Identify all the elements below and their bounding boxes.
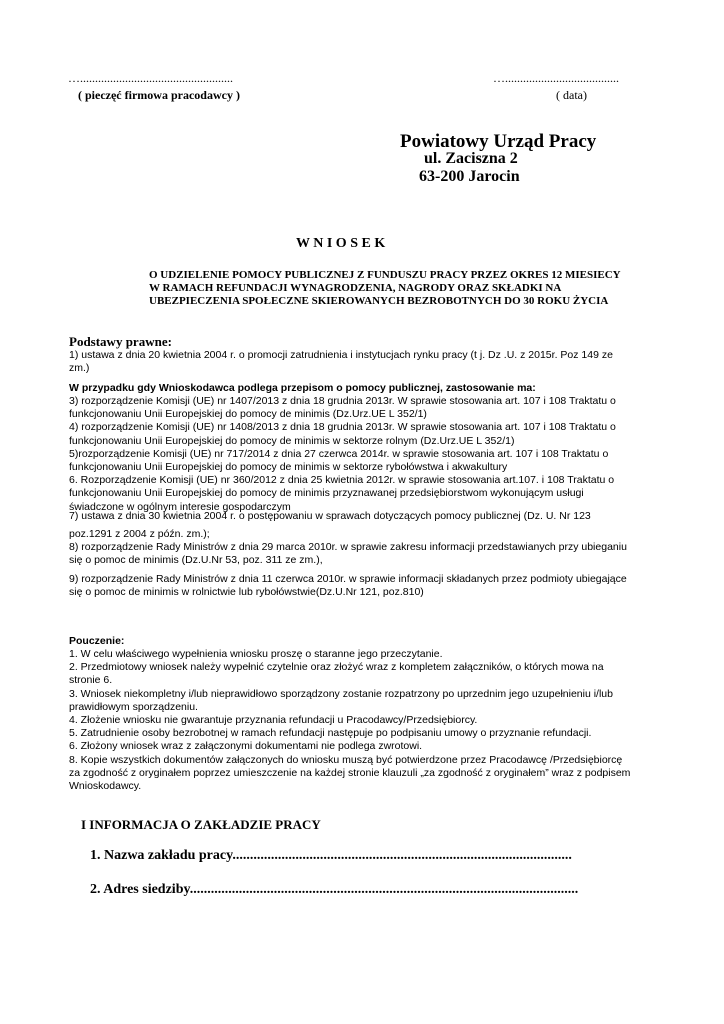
text-line: 6. Złożony wniosek wraz z załączonymi dokumentami nie podlega zwrotowi. [69, 740, 423, 753]
text-line: prawidłowym sporządzeniu. [69, 700, 198, 713]
date-label: ( data) [556, 88, 587, 102]
text-line: się o pomoc de minimis w rolnictwie lub rybołówstwie(Dz.U.Nr 121, poz.810) [69, 586, 424, 599]
text-line: funkcjonowaniu Unii Europejskiej do pomocy de minimis w sektorze rolnym (Dz.Urz.UE L 352/1) [69, 434, 515, 447]
public-aid-heading [69, 382, 669, 395]
legal-items-3-6 [69, 395, 669, 514]
text-line: 9) rozporządzenie Rady Ministrów z dnia 11 czerwca 2010r. w sprawie informacji składanych przez podmioty ubiegające [69, 573, 627, 585]
text-line: stronie 6. [69, 674, 113, 687]
text-line: 2. Przedmiotowy wniosek należy wypełnić czytelnie oraz złożyć wraz z kompletem załączników, o których mowa na [69, 661, 604, 674]
text-line: 8) rozporządzenie Rady Ministrów z dnia 29 marca 2010r. w sprawie zakresu informacji przedstawianych przy ubieganiu [69, 541, 627, 554]
legal-items-7b-8 [69, 528, 669, 568]
legal-item-1 [69, 349, 669, 375]
title-subline: UBEZPIECZENIA SPOŁECZNE SKIEROWANYCH BEZROBOTNYCH DO 30 ROKU ŻYCIA [149, 295, 609, 307]
text-line: za zgodność z oryginałem poprzez umieszczenie na każdej stronie klauzuli „za zgodność z oryginałem” wraz z podpisem [69, 766, 631, 779]
section-heading: I INFORMACJA O ZAKŁADZIE PRACY [81, 817, 321, 832]
text-line: 6. Rozporządzenie Komisji (UE) nr 360/2012 z dnia 25 kwietnia 2012r. w sprawie stosowania art.107. i 108 Traktatu o [69, 474, 615, 487]
notice-lines [69, 648, 669, 793]
text-line: 7) ustawa z dnia 30 kwietnia 2004 r. o postępowaniu w sprawach dotyczących pomocy publicznej (Dz. U. Nr 123 [69, 510, 591, 522]
notice-heading [69, 635, 669, 648]
legal-basis-heading: Podstawy prawne: [69, 334, 172, 349]
stamp-label: ( pieczęć firmowa pracodawcy ) [78, 88, 240, 102]
recipient-street: ul. Zaciszna 2 [424, 150, 518, 167]
legal-item-9 [69, 573, 669, 599]
text-line: 5. Zatrudnienie osoby bezrobotnej w ramach refundacji następuje po podpisaniu umowy o przyznanie refundacji. [69, 727, 592, 740]
recipient-office: Powiatowy Urząd Pracy [400, 131, 597, 152]
title-subline: O UDZIELENIE POMOCY PUBLICZNEJ Z FUNDUSZU PRACY PRZEZ OKRES 12 MIESIECY [149, 269, 621, 281]
text-line: Pouczenie: [69, 635, 125, 647]
text-line: W przypadku gdy Wnioskodawca podlega przepisom o pomocy publicznej, zastosowanie ma: [69, 382, 536, 394]
text-line: 3) rozporządzenie Komisji (UE) nr 1407/2013 z dnia 18 grudnia 2013r. W sprawie stosowania art. 107 i 108 Traktatu o [69, 395, 616, 407]
text-line: świadczone w ogólnym interesie gospodarczym [69, 500, 291, 513]
text-line: się o pomoc de minimis (Dz.U.Nr 53, poz. 311 ze zm.), [69, 554, 323, 567]
text-line: 3. Wniosek niekompletny i/lub nieprawidłowo sporządzony zostanie rozpatrzony po uprzednim jego uzupełnieniu i/lub [69, 687, 613, 700]
stamp-dots: …................................................... [68, 71, 233, 85]
text-line: 1) ustawa z dnia 20 kwietnia 2004 r. o promocji zatrudnienia i instytucjach rynku pracy (t j. Dz .U. z 2015r. Poz 149 ze [69, 349, 613, 361]
date-dots: …...................................... [493, 71, 619, 85]
legal-item-7a [69, 510, 669, 523]
text-line: funkcjonowaniu Unii Europejskiej do pomocy de minimis (Dz.Urz.UE L 352/1) [69, 408, 427, 421]
document-title: W N I O S E K [296, 236, 386, 251]
company-name-field[interactable]: 1. Nazwa zakładu pracy................................................................................................. [90, 848, 572, 863]
text-line: Wnioskodawcy. [69, 780, 142, 793]
text-line: poz.1291 z 2004 z późn. zm.); [69, 528, 210, 540]
text-line: 1. W celu właściwego wypełnienia wniosku proszę o staranne jego przeczytanie. [69, 648, 443, 660]
company-address-field[interactable]: 2. Adres siedziby............................................................................................................... [90, 882, 579, 897]
text-line: funkcjonowaniu Unii Europejskiej do pomocy de minimis przyznawanej przedsiębiorstwom wykonującym usługi [69, 487, 584, 500]
text-line: funkcjonowaniu Unii Europejskiej do pomocy de minimis w sektorze rybołówstwa i akwakultury [69, 461, 508, 474]
text-line: 5)rozporządzenie Komisji (UE) nr 717/2014 z dnia 27 czerwca 2014r. w sprawie stosowania art. 107 i 108 Traktatu o [69, 447, 609, 460]
recipient-city: 63-200 Jarocin [419, 168, 520, 185]
title-subline: W RAMACH REFUNDACJI WYNAGRODZENIA, NAGRODY ORAZ SKŁADKI NA [149, 282, 562, 294]
text-line: 4. Złożenie wniosku nie gwarantuje przyznania refundacji u Pracodawcy/Przedsiębiorcy. [69, 714, 478, 727]
text-line: 4) rozporządzenie Komisji (UE) nr 1408/2013 z dnia 18 grudnia 2013r. W sprawie stosowania art. 107 i 108 Traktatu o [69, 421, 616, 434]
text-line: zm.) [69, 362, 90, 375]
text-line: 8. Kopie wszystkich dokumentów załączonych do wniosku muszą być potwierdzone przez Pracodawcę /Przedsiębiorcę [69, 753, 623, 766]
